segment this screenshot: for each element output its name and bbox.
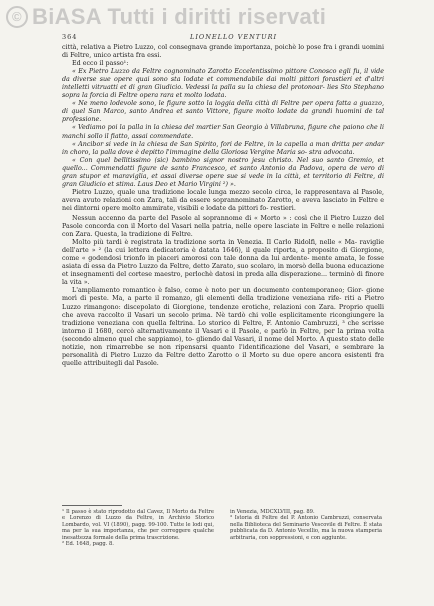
- running-title: LIONELLO VENTURI: [190, 33, 278, 41]
- footnotes-left-column: [62, 509, 214, 547]
- page-number: 364: [62, 33, 78, 41]
- paragraph: « Ne meno lodevole sono, le figure sotto la loggia della città di Feltre per opera fatta a guazzo, di quel San Marco, santo Andrea et santo Vittore, figure molto lodate da grandi huomini de tal professione.: [62, 100, 384, 124]
- paragraph: Nessun accenno da parte del Pasole al soprannome di « Morto » : così che il Pietro Luzzo del Pasole concorda con il Morto del Vasari nella patria, nelle opere lasciate in Feltre e nelle relazioni con Zara. Questa, la tradizione di Feltre.: [62, 214, 384, 239]
- paragraph: Pietro Luzzo, quale una tradizione locale lunga mezzo secolo circa, le rappresentava al Pasole, aveva avuto relazioni con Zara, tali da essere soprannominato Zarotto, e aveva lasciato in Feltre e nei dintorni opere molto ammirate, visibili e lodate da pittori fo- restieri.: [62, 188, 384, 212]
- watermark-text: BiASA Tutti i diritti riservati: [32, 4, 327, 29]
- footnote: ³ Istoria di Feltre del P. Antonio Cambruzzi, conservata nella Biblioteca del Seminario Vescovile di Feltre. È stata pubblicata da D. Antonio Vecellio, ma la nuova stamperia arbitraria, con soppressioni, e con aggiunte.: [230, 515, 382, 541]
- paragraph: L'ampliamento romantico è falso, come è noto per un documento contemporaneo; Gior- gione morì di peste. Ma, a parte il romanzo, gli elementi della tradizione veneziana rife- riti a Pietro Luzzo rimangono: discepolato di Giorgione, tendenze erotiche, relazioni con Zara. Proprio quelli che aveva raccolto il Vasari un secolo prima. Nè tardò chi volle esplicitamente ricongiungere la tradizione veneziana con quella feltrina. Lo storico di Feltre, F. Antonio Cambruzzi, ³ che scrisse intorno il 1680, cercò alternativamente il Vasari e il Pasole, e parlò in Feltre, per la prima volta (secondo almeno quel che sappiamo), to- gliendo dal Vasari, il nome del Morto. A questo stato delle notizie, non rimarrebbe se non ripensarsi quanto l'identificazione del Vasari, e sembrare la personalità di Pietro Luzzo da Feltre detto Zarotto o il Morto su due opere ancora esistenti fra quelle attribuitegli dal Pasole.: [62, 287, 384, 367]
- paragraph: « Con quel bellitissimo (sic) bambino signor nostro jesu christo. Nel suo santo Gremio, et quello... Commendatti figure de santo Francesco, et santo Antonio da Padova, opera de vero di gran stupor et maraviglia, et assai diverse opere sue si vede in la città, et territorio di Feltre, di gran Giudicio et stima. Laus Deo et Mario Virgini ²) ».: [62, 156, 384, 188]
- footnote: ² Ed. 1648, pagg. 8.: [62, 541, 114, 548]
- footnote: ¹ Il passo è stato riprodotto dal Cavez, Il Morto da Feltre e Lorenzo di Luzzo da Feltre, in Archivio Storico Lombardo, vol. VI (1890), pagg. 99-100. Tutte le lodi qui, ma per la sua importanza, che per correggere qualche inesattezza formale della prima trascrizione.: [62, 509, 214, 541]
- footnotes-right-column: [230, 509, 382, 541]
- paragraph: « Ancibor si vede in la chiesa de San Spirito, fori de Feltre, in la capella a man dritta per andar in choro, la palla dove è depitto l'immagine della Gloriosa Vergine Maria so- stra advocata.: [62, 140, 384, 156]
- copyright-icon: ©: [6, 6, 28, 28]
- footnote: in Venezia, MDCXLVIII, pag. 89.: [230, 509, 315, 515]
- paragraph: Ed ecco il passo¹:: [72, 60, 129, 68]
- body-text: [62, 44, 384, 368]
- footnote-rule: [62, 505, 122, 506]
- paragraph: Molto più tardi è registrata la tradizione sorta in Venezia. Il Carlo Ridolfi, nelle « Ma- raviglie dell'arte » ² (la cui lettera dedicatoria è datata 1646), il quale riporta, a proposito di Giorgione, come « godendosi trionfo in piaceri amorosi con tale donna da lui ardente- mente amata, le fosse asiata di essa da Pietro Luzzo da Feltre, detto Zarato, suo scolaro, in morsò della buona educazione et insegnamenti del cortese maestro, perlochè datosi in preda alla disperazione... terminò di finore la vita ».: [62, 239, 384, 287]
- watermark: [6, 4, 326, 30]
- paragraph: « Vediamo poi la palla in la chiesa del martier San Georgio à Villabruna, figure che paiono che li manchi sollo il fiatto, assai commendate.: [62, 124, 384, 140]
- paragraph: « Ex Pietro Luzzo da Feltre cognominato Zarotto Eccelentissimo pittore Conosco egli fu, il vide da diverse sue opere quai sono sta lodate et commendabile dai molti pittori forastieri et d'altri intelletti vitruatti et di gran Giudicio. Vedessi la palla su la chiesa del protonoar- lies Sto Stephano sopra la forcia di Feltre opera rara et molto lodata.: [62, 68, 384, 100]
- paragraph: città, relativa a Pietro Luzzo, col consegnava grande importanza, poichè lo pose fra i grandi uomini di Feltre, unico artista fra essi.: [62, 44, 384, 60]
